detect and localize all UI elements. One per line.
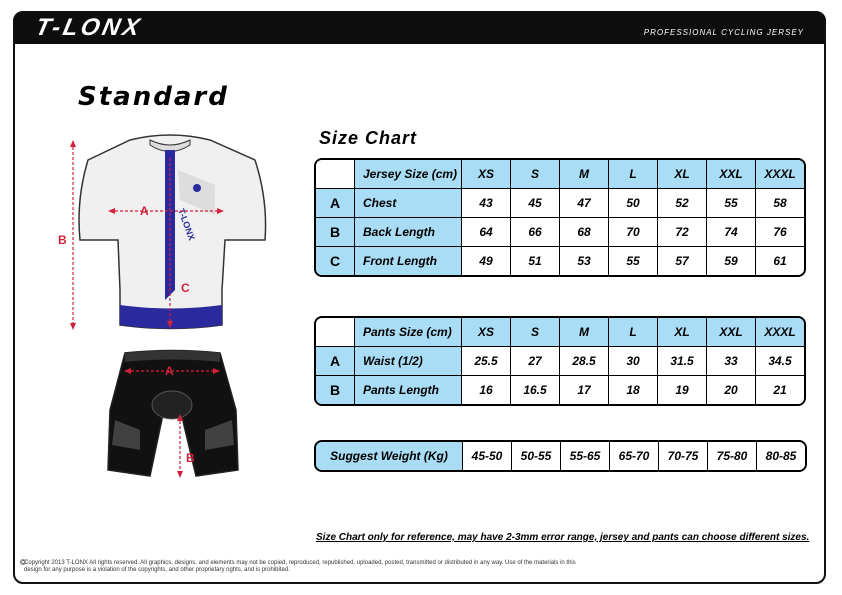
cell: 45-50 [463,442,512,470]
cell: 53 [560,247,609,275]
cell: 80-85 [757,442,805,470]
cell: 66 [511,218,560,247]
blank-cell [316,318,355,347]
brand-logo: T-LONX [33,14,145,41]
cell: 64 [462,218,511,247]
cell: 17 [560,376,609,404]
cell: 33 [707,347,756,376]
pants-diagram [108,351,238,479]
size-header: M [560,318,609,347]
size-header: XS [462,160,511,189]
weight-label: Suggest Weight (Kg) [316,442,463,470]
tagline: PROFESSIONAL CYCLING JERSEY [643,28,804,37]
cell: 55 [707,189,756,218]
size-header: M [560,160,609,189]
jersey-diagram [58,135,266,330]
cell: 74 [707,218,756,247]
cell: 28.5 [560,347,609,376]
size-header: XXL [707,160,756,189]
jersey-dim-c: C [181,281,190,295]
chart-title: Size Chart [319,128,418,148]
cell: 20 [707,376,756,404]
row-label: Back Length [355,218,462,247]
cell: 45 [511,189,560,218]
cell: 75-80 [708,442,757,470]
cell: 65-70 [610,442,659,470]
size-header: L [609,318,658,347]
table-row [316,442,805,470]
jersey-logo-text: T-LONX [176,207,197,242]
cell: 27 [511,347,560,376]
jersey-size-table [314,158,806,277]
cell: 31.5 [658,347,707,376]
reference-note: Size Chart only for reference, may have 2-3mm error range, jersey and pants can choose different sizes. [316,532,810,543]
table-row [316,347,804,376]
cell: 18 [609,376,658,404]
row-letter: C [316,247,355,275]
table-row [316,218,804,247]
row-letter: A [316,347,355,376]
cell: 21 [756,376,804,404]
row-label: Waist (1/2) [355,347,462,376]
size-header: XXXL [756,160,804,189]
cell: 70 [609,218,658,247]
size-header: XS [462,318,511,347]
jersey-dim-a: A [140,204,149,218]
table-row [316,247,804,275]
pants-header-label: Pants Size (cm) [355,318,462,347]
size-header: S [511,160,560,189]
pants-dim-a: A [165,364,174,378]
cell: 50 [609,189,658,218]
row-letter: B [316,218,355,247]
section-title: Standard [78,82,229,112]
cell: 16 [462,376,511,404]
pants-dim-b: B [186,451,195,465]
cell: 55-65 [561,442,610,470]
table-header-row [316,318,804,347]
size-header: XXL [707,318,756,347]
blank-cell [316,160,355,189]
jersey-dim-b: B [58,233,67,247]
cell: 43 [462,189,511,218]
row-label: Pants Length [355,376,462,404]
weight-table [314,440,807,472]
row-label: Chest [355,189,462,218]
row-letter: A [316,189,355,218]
cell: 51 [511,247,560,275]
cell: 19 [658,376,707,404]
cell: 30 [609,347,658,376]
table-header-row [316,160,804,189]
size-header: XXXL [756,318,804,347]
pants-size-table [314,316,806,406]
row-letter: B [316,376,355,404]
cell: 50-55 [512,442,561,470]
size-header: XL [658,160,707,189]
jersey-header-label: Jersey Size (cm) [355,160,462,189]
cell: 58 [756,189,804,218]
cell: 25.5 [462,347,511,376]
cell: 16.5 [511,376,560,404]
cell: 47 [560,189,609,218]
cell: 57 [658,247,707,275]
copyright-symbol: © [20,558,26,567]
cell: 76 [756,218,804,247]
size-header: XL [658,318,707,347]
cell: 55 [609,247,658,275]
copyright-text: Copyright 2013 T-LONX All rights reserved. All graphics, designs, and elements may not be copied, reproduced, republished, uploaded, posted, transmitted or distributed in any way. Use of the materials in this design for any purpose is a violation of the copyrights, and other proprietary rights, and is prohibited. [24,560,576,573]
cell: 34.5 [756,347,804,376]
table-row [316,189,804,218]
cell: 61 [756,247,804,275]
cell: 70-75 [659,442,708,470]
cell: 72 [658,218,707,247]
row-label: Front Length [355,247,462,275]
size-header: L [609,160,658,189]
size-header: S [511,318,560,347]
cell: 49 [462,247,511,275]
cell: 59 [707,247,756,275]
cell: 52 [658,189,707,218]
cell: 68 [560,218,609,247]
table-row [316,376,804,404]
